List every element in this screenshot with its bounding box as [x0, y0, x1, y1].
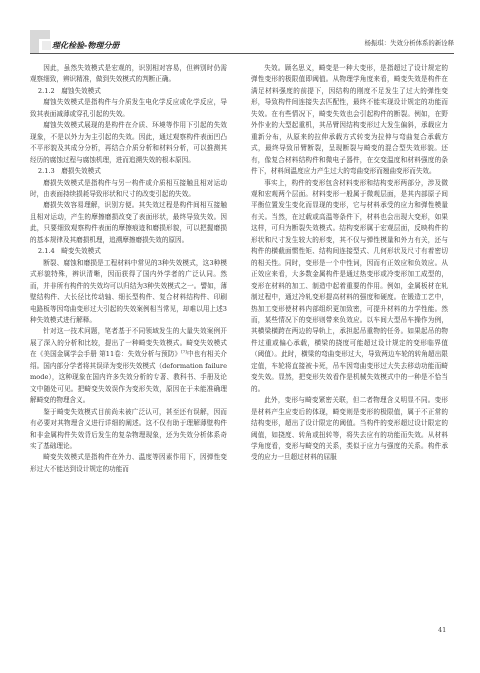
page-number: 41: [438, 626, 447, 634]
body-paragraph: 断裂、腐蚀和磨损是工程材料中常见的3种失效模式，这3种模式形貌特殊，辨识清晰，因而获得了国内外学者的广泛认同。然而，并非所有构件的失效均可以归结为3种失效模式之一。譬如，薄壁结构件、大长径比传动轴、细长型构件、复合材料结构件、印刷电路板等因弯曲变形过大引起的失效案例相当常见，却难以用上述3种失效模式进行解释。: [30, 258, 227, 324]
left-column: [30, 63, 227, 475]
running-title: 杨振琪：失效分析体系的新诠释: [364, 39, 454, 47]
body-paragraph: 针对这一技术问题，笔者基于不同领域发生的大量失效案例开展了深入的分析和比较，提出了一种畸变失效模式。畸变失效模式在《美国金属学会手册 第11卷：失效分析与预防》[7]中也有相关介绍。国内部分学者将其误译为变形失效模式（deformation failure mode），这种现象在国内许多失效分析的专著、教科书、手册及论文中随处可见。把畸变失效误作为变形失效，原因在于未能准确理解畸变的物理含义。: [30, 327, 228, 405]
body-paragraph: 腐蚀失效模式是指构件与介质发生电化学反应或化学反应，导致其表面减薄或穿孔引起的失效。: [30, 98, 227, 118]
section-heading: 2.1.3 磨损失效模式: [37, 167, 101, 176]
header-rule: [30, 53, 454, 54]
section-heading: 2.1.2 腐蚀失效模式: [37, 86, 101, 95]
body-paragraph: 因此，虽然失效模式是宏观的，识别相对容易，但辨别时仍需观察细致，辨识精准，做到失效模式的判断正确。: [30, 64, 227, 84]
body-paragraph: 此外，变形与畸变紧密关联，但二者物理含义明显不同。变形是材料产生应变后的体现，畸变则是变形的极限值，属于不正常的结构变形，超出了设计限定的阈值。当构件的变形超过设计限定的阈值，如挠度、转角或扭转等，将失去应有的功能而失效。从材料学角度看，变形与畸变的关系，类似于应力与强度的关系。构件承受的应力一旦超过材料的屈服: [251, 396, 448, 462]
section-heading: 2.1.4 畸变失效模式: [37, 247, 101, 256]
page-header: [30, 28, 454, 54]
body-paragraph: 磨损失效容易理解，识别方便。其失效过程是构件间相互接触且相对运动，产生的摩擦磨损改变了表面形状，最终导致失效。因此，只要细致观察构件表面的摩擦痕迹和磨损形貌，可以把握磨损的基本规律及其磨损机理，追溯摩擦磨损失效的原因。: [30, 201, 227, 244]
journal-name: 理化检验-物理分册: [52, 41, 120, 50]
citation-marker: [7]: [181, 349, 187, 355]
body-paragraph: 事实上，构件的变形包含材料变形和结构变形两部分，涉及微观和宏观两个层面。材料变形一般属于微观层面，是其内部原子间平衡位置发生变化而显现的变形，它与材料承受的应力和弹性模量有关。当然，在过载或高温等条件下，材料也会出现大变形，如果这样，可归为断裂失效模式。结构变形属于宏观层面，反映构件的形状和尺寸发生较大的形变，其不仅与弹性模量和外力有关，还与构件的横截面惯性矩、结构间连接型式、几何形状及尺寸有着密切的相关性。同时，变形是一个中性词，因而有正效应和负效应。从正效应来看，大多数金属构件是通过热变形或冷变形加工成型的，变形在材料的加工、制造中起着重要的作用。例如，金属板材在轧制过程中，通过冷轧变形提高材料的强度和硬度。在锻造工艺中，热加工变形使材料内部组织更加致密，可提升材料的力学性能。然而，某些情况下的变形则带来负效应。以车间大型吊车操作为例，其横梁横跨在两边的导轨上，承担起吊重物的任务。如果起吊的物件过重或偏心承载，横梁的挠度可能超过设计规定的变形临界值（阈值）。此时，横梁的弯曲变形过大，导致两边车轮的转角超出限定值，车轮将直接被卡死，吊车因弯曲变形过大失去移动功能而畸变失效。显然，把变形失效看作是机械失效模式中的一种是不恰当的。: [251, 178, 448, 393]
body-paragraph: 腐蚀失效模式展现的是构件在介质、环境等作用下引起的失效现象，不是以外力为主引起的失效。因此，通过观察构件表面凹凸不平形貌及其成分分析，再结合介质分析和材料分析，可以推测其经历的腐蚀过程与腐蚀机理，进而追溯失效的根本原因。: [30, 121, 227, 164]
body-paragraph: 失效。顾名思义，畸变是一种大变形，是指超过了设计规定的弹性变形的极限值即阈值。从物理学角度来看，畸变失效是构件在满足材料强度的前提下，因结构的刚度不足发生了过大的弹性变形，导致构件间连接失去匹配性，最终不能实现设计规定的功能而失效。在有些情况下，畸变失效也会引起构件的断裂。例如，在野外作业的大型起重机，其吊臂因结构变形过大发生偏斜，承载应力重新分布，从原来的拉伸承载方式转变为拉伸与弯曲复合承载方式，最终导致吊臂断裂，呈现断裂与畸变的混合型失效形貌。还有，像复合材料结构件和微电子器件，在交变温度和材料强度的条件下，材料间温度应力产生过大的弯曲变形而翘曲变形而失效。: [251, 64, 448, 176]
body-paragraph: 鉴于畸变失效模式目前尚未被广泛认可，甚至还有误解，因而有必要对其物理含义进行详细的阐述。这不仅有助于理解薄壁构件和非金属构件失效背后发生的复杂物理现象，还为失效分析体系奇实了基础理论。: [30, 407, 227, 450]
body-paragraph: 磨损失效模式是指构件与另一构件或介质相互接触且相对运动时，由表面持续损耗导致形状和尺寸的改变引起的失效。: [30, 178, 227, 198]
body-paragraph: 畸变失效模式是指构件在外力、温度等因素作用下，因弹性变形过大不能达到设计规定的功能而: [30, 453, 227, 473]
right-column: [251, 63, 448, 464]
